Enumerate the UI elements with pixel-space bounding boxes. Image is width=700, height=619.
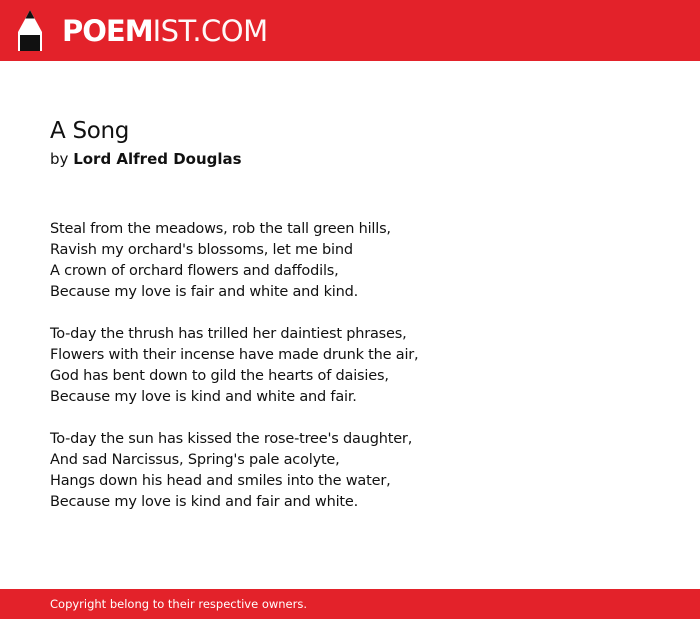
poem-line: And sad Narcissus, Spring's pale acolyte,: [50, 452, 340, 468]
site-logo[interactable]: [62, 13, 268, 49]
stanza: [50, 429, 650, 513]
site-header: [0, 0, 700, 61]
poem-line: To-day the sun has kissed the rose-tree's daughter,: [50, 431, 413, 447]
poem-line: Because my love is fair and white and kind.: [50, 284, 359, 300]
stanza: [50, 219, 650, 303]
poem-line: A crown of orchard flowers and daffodils,: [50, 263, 339, 279]
poem-line: Steal from the meadows, rob the tall green hills,: [50, 221, 391, 237]
logo-text-bold: POEM: [62, 14, 153, 48]
poem-line: Ravish my orchard's blossoms, let me bind: [50, 242, 353, 258]
stanza: [50, 324, 650, 408]
pencil-tip-icon: [17, 9, 43, 52]
author-name: Lord Alfred Douglas: [73, 150, 242, 168]
poem-line: Because my love is kind and fair and white.: [50, 494, 359, 510]
poem-body: [50, 219, 650, 534]
poem-line: Flowers with their incense have made drunk the air,: [50, 347, 419, 363]
poem-byline: [50, 148, 242, 170]
poem-line: Hangs down his head and smiles into the water,: [50, 473, 391, 489]
copyright-notice: Copyright belong to their respective owners.: [50, 597, 308, 611]
poem-line: To-day the thrush has trilled her daintiest phrases,: [50, 326, 407, 342]
site-footer: [0, 589, 700, 619]
poem-line: God has bent down to gild the hearts of daisies,: [50, 368, 389, 384]
poem-line: Because my love is kind and white and fair.: [50, 389, 357, 405]
by-label: by: [50, 150, 69, 168]
logo-text-light: IST.COM: [152, 14, 268, 48]
poem-title: A Song: [50, 118, 130, 144]
